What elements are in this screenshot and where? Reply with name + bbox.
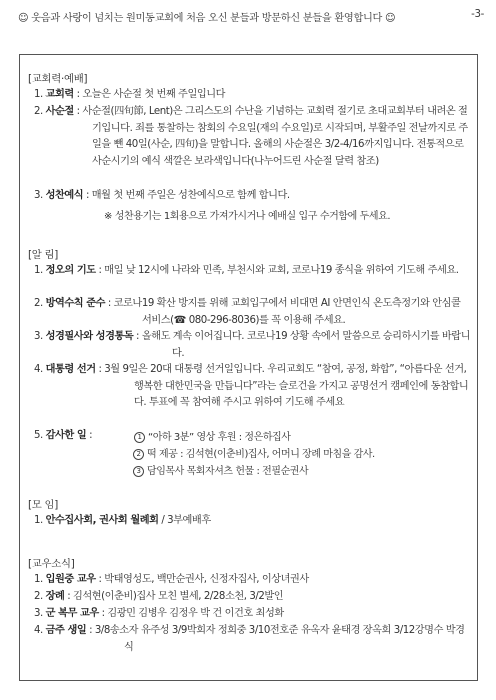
member-item-hospital: 1. 입원중 교우 : 박태영성도, 백만순권사, 신정자집사, 이상녀권사: [34, 574, 309, 585]
notice-item-noon-prayer: 1. 정오의 기도 : 매일 낮 12시에 나라와 민족, 부천시와 교회, 코로나19 종식을 위하여 기도해 주세요.: [34, 265, 459, 276]
member-item-funeral: 2. 장례 : 김석현(이춘비)집사 모친 별세, 2/28소천, 3/2발인: [34, 591, 284, 602]
notice-item-thanks: 5. 감사한 일 :: [34, 430, 95, 441]
thanks-item-2: 2 떡 제공 : 김석현(이춘비)집사, 어머니 장례 마침을 감사.: [133, 445, 375, 460]
page-number: -3-: [471, 9, 484, 20]
circled-number-1: 1: [134, 432, 145, 443]
notice-item-bible-reading: 3. 성경필사와 성경통독 : 올해도 계속 이어집니다. 코로나19 상황 속에서 말씀으로 승리하시기를 바랍니다.: [34, 331, 471, 359]
thanks-item-1: 1 “아하 3분” 영상 후원 : 정은하집사: [134, 428, 290, 443]
circled-number-2: 2: [133, 449, 144, 460]
member-item-birthdays: 4. 금주 생일 : 3/8송소자 유주성 3/9박희자 정희중 3/10전호준 유옥자 윤태경 장옥희 3/12강명수 박경식: [34, 625, 465, 653]
worship-item-communion: 3. 성찬예식 : 매월 첫 번째 주일은 성찬예식으로 함께 합니다.: [34, 190, 290, 201]
section-title-notices: [알 림]: [28, 249, 58, 261]
page-header: [18, 9, 484, 29]
communion-note: ※ 성찬용기는 1회용으로 가져가시거나 예배실 입구 수거함에 두세요.: [104, 211, 391, 222]
notice-item-quarantine: 2. 방역수칙 준수 : 코로나19 확산 방지를 위해 교회입구에서 비대면 AI 안면인식 온도측정기와 안심콜 서비스(☎ 080-296-8036)를 꼭 이용해 주세요.: [34, 298, 461, 326]
worship-item-lent: 2. 사순절 : 사순절(四旬節, Lent)은 그리스도의 수난을 기념하는 교회력 절기로 초대교회부터 내려온 절기입니다. 죄를 통찰하는 참회의 수요일(재의 수요일)로 시작되며, 부활주일 전날까지로 주일을 뺀 40일(사순, 四旬)을 말합니다. 올해의 사순절은 3/2-4/16까지입니다. 전통적으로 사순시기의 예식 색깔은 보라색입니다(나누어드린 사순절 달력 참조): [34, 106, 468, 167]
thanks-item-3: 3 담임목사 목회자셔츠 헌물 : 전필순권사: [133, 462, 308, 477]
member-item-military: 3. 군 복무 교우 : 김광민 김병우 김정우 박 건 이건호 최성화: [34, 608, 284, 619]
notice-item-election: 4. 대통령 선거 : 3월 9일은 20대 대통령 선거일입니다. 우리교회도 “참여, 공정, 화합”, “아름다운 선거, 행복한 대한민국을 만듭니다”라는 슬로건을 가지고 공명선거 캠페인에 동참합니다. 투표에 꼭 참여해 주시고 위하여 기도해 주세요: [34, 364, 469, 409]
section-title-members: [교우소식]: [28, 558, 75, 570]
meeting-item-monthly: 1. 안수집사회, 권사회 월례회 / 3부예배후: [34, 515, 211, 526]
section-title-meetings: [모 임]: [28, 499, 58, 511]
circled-number-3: 3: [133, 466, 144, 477]
welcome-banner: ☺ 웃음과 사랑이 넘치는 원미동교회에 처음 오신 분들과 방문하신 분들을 환영합니다 ☺: [18, 13, 396, 24]
worship-item-calendar: 1. 교회력 : 오늘은 사순절 첫 번째 주일입니다: [34, 89, 226, 100]
section-title-worship: [교회력·예배]: [28, 73, 88, 85]
